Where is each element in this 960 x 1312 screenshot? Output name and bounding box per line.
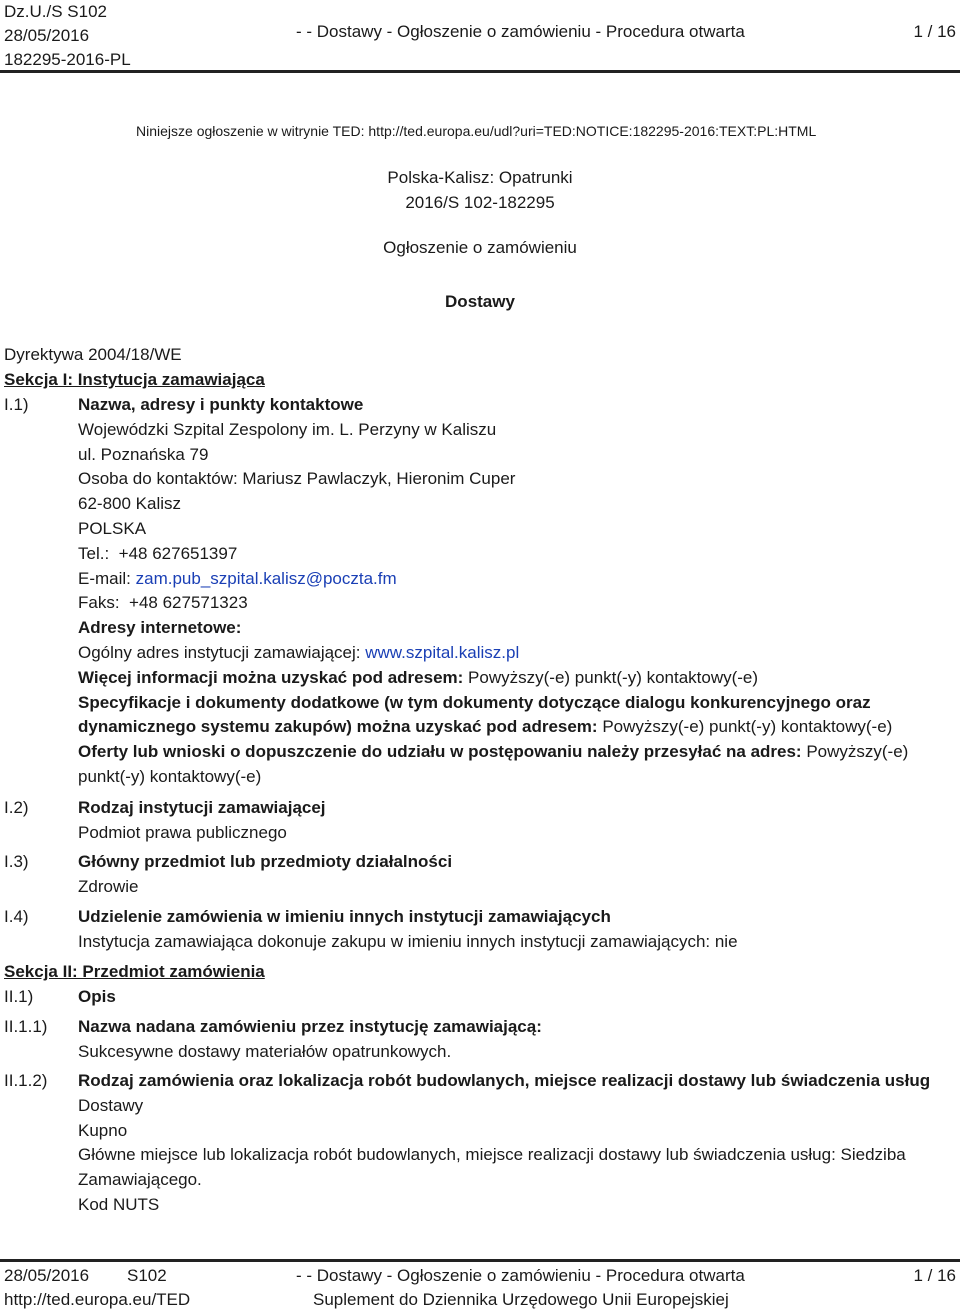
i1-number: I.1) (4, 395, 29, 414)
footer-date: 28/05/2016 (4, 1266, 90, 1285)
header-date: 28/05/2016 (4, 26, 90, 45)
i1-street: ul. Poznańska 79 (78, 444, 209, 464)
footer-journal: S102 (127, 1266, 167, 1285)
header-ref: 182295-2016-PL (4, 50, 131, 69)
i4-title: Udzielenie zamówienia w imieniu innych instytucji zamawiających (78, 907, 611, 926)
i3-number: I.3) (4, 852, 29, 871)
header-meta (4, 0, 131, 72)
ii11-title: Nazwa nadana zamówieniu przez instytucję zamawiającą: (78, 1017, 542, 1036)
i4-number: I.4) (4, 907, 29, 926)
footer-rule (0, 1259, 960, 1262)
i1-contact: Osoba do kontaktów: Mariusz Pawlaczyk, Hieronim Cuper (78, 469, 516, 489)
i3-title: Główny przedmiot lub przedmioty działalności (78, 852, 453, 871)
title-contract-type: Dostawy (445, 292, 515, 311)
header-journal: Dz.U./S S102 (4, 2, 107, 21)
ii12-title: Rodzaj zamówienia oraz lokalizacja robót budowlanych, miejsce realizacji dostawy lub świadczenia usług (78, 1071, 931, 1090)
i3-value: Zdrowie (78, 876, 139, 896)
header-page: 1 / 16 (913, 22, 956, 41)
footer-title: - - Dostawy - Ogłoszenie o zamówieniu - Procedura otwarta (296, 1266, 745, 1285)
i1-offers: Oferty lub wnioski o dopuszczenie do udziału w postępowaniu należy przesyłać na adres: Powyższy(-e) punkt(-y) kontaktowy(-e) (78, 742, 909, 786)
title-notice-type: Ogłoszenie o zamówieniu (383, 238, 577, 257)
section-2-heading: Sekcja II: Przedmiot zamówienia (4, 962, 265, 981)
i4-value: Instytucja zamawiająca dokonuje zakupu w imieniu innych instytucji zamawiających: nie (78, 931, 738, 951)
i1-internet-label: Adresy internetowe: (78, 618, 242, 638)
i2-value: Podmiot prawa publicznego (78, 822, 287, 842)
ii1-title: Opis (78, 987, 116, 1006)
email-link[interactable]: zam.pub_szpital.kalisz@poczta.fm (135, 568, 397, 588)
header-title: - - Dostawy - Ogłoszenie o zamówieniu - Procedura otwarta (296, 22, 745, 41)
i1-more-info: Więcej informacji można uzyskać pod adresem: Powyższy(-e) punkt(-y) kontaktowy(-e) (78, 667, 759, 687)
title-number: 2016/S 102-182295 (405, 193, 555, 212)
footer-url[interactable]: http://ted.europa.eu/TED (4, 1290, 191, 1309)
section-1-heading: Sekcja I: Instytucja zamawiająca (4, 370, 265, 389)
ii12-type: Dostawy (78, 1095, 144, 1115)
ii12-number: II.1.2) (4, 1071, 48, 1090)
ii11-number: II.1.1) (4, 1017, 48, 1036)
i1-email: E-mail: zam.pub_szpital.kalisz@poczta.fm (78, 568, 397, 588)
directive: Dyrektywa 2004/18/WE (4, 345, 182, 364)
title-place: Polska-Kalisz: Opatrunki (387, 168, 573, 187)
website-link[interactable]: www.szpital.kalisz.pl (365, 642, 520, 662)
i1-city: 62-800 Kalisz (78, 494, 182, 514)
ted-notice-line[interactable]: Niniejsze ogłoszenie w witrynie TED: http://ted.europa.eu/udl?uri=TED:NOTICE:182295-2016:TEXT:PL:HTML (136, 123, 817, 139)
i1-specifications: Specyfikacje i dokumenty dodatkowe (w tym dokumenty dotyczące dialogu konkurencyjnego oraz dynamicznego systemu zakupów) można uzyskać pod adresem: Powyższy(-e) punkt(-y) kontaktowy(-e) (78, 692, 893, 737)
i1-country: POLSKA (78, 518, 147, 538)
ii12-location: Główne miejsce lub lokalizacja robót budowlanych, miejsce realizacji dostawy lub świadczenia usług: Siedziba Zamawiającego. (78, 1145, 906, 1190)
footer-page: 1 / 16 (913, 1266, 956, 1285)
i1-tel: Tel.: +48 627651397 (78, 543, 238, 563)
ii12-mode: Kupno (78, 1120, 128, 1140)
i1-title: Nazwa, adresy i punkty kontaktowe (78, 395, 364, 414)
i2-number: I.2) (4, 798, 29, 817)
ii11-value: Sukcesywne dostawy materiałów opatrunkowych. (78, 1041, 452, 1061)
i2-title: Rodzaj instytucji zamawiającej (78, 798, 326, 817)
i1-general-address: Ogólny adres instytucji zamawiającej: www.szpital.kalisz.pl (78, 642, 520, 662)
ii12-nuts: Kod NUTS (78, 1194, 160, 1214)
ii1-number: II.1) (4, 987, 34, 1006)
i1-fax: Faks: +48 627571323 (78, 593, 248, 613)
i1-name: Wojewódzki Szpital Zespolony im. L. Perzyny w Kaliszu (78, 419, 497, 439)
header-rule (0, 70, 960, 73)
footer-supplement: Suplement do Dziennika Urzędowego Unii Europejskiej (313, 1290, 729, 1309)
